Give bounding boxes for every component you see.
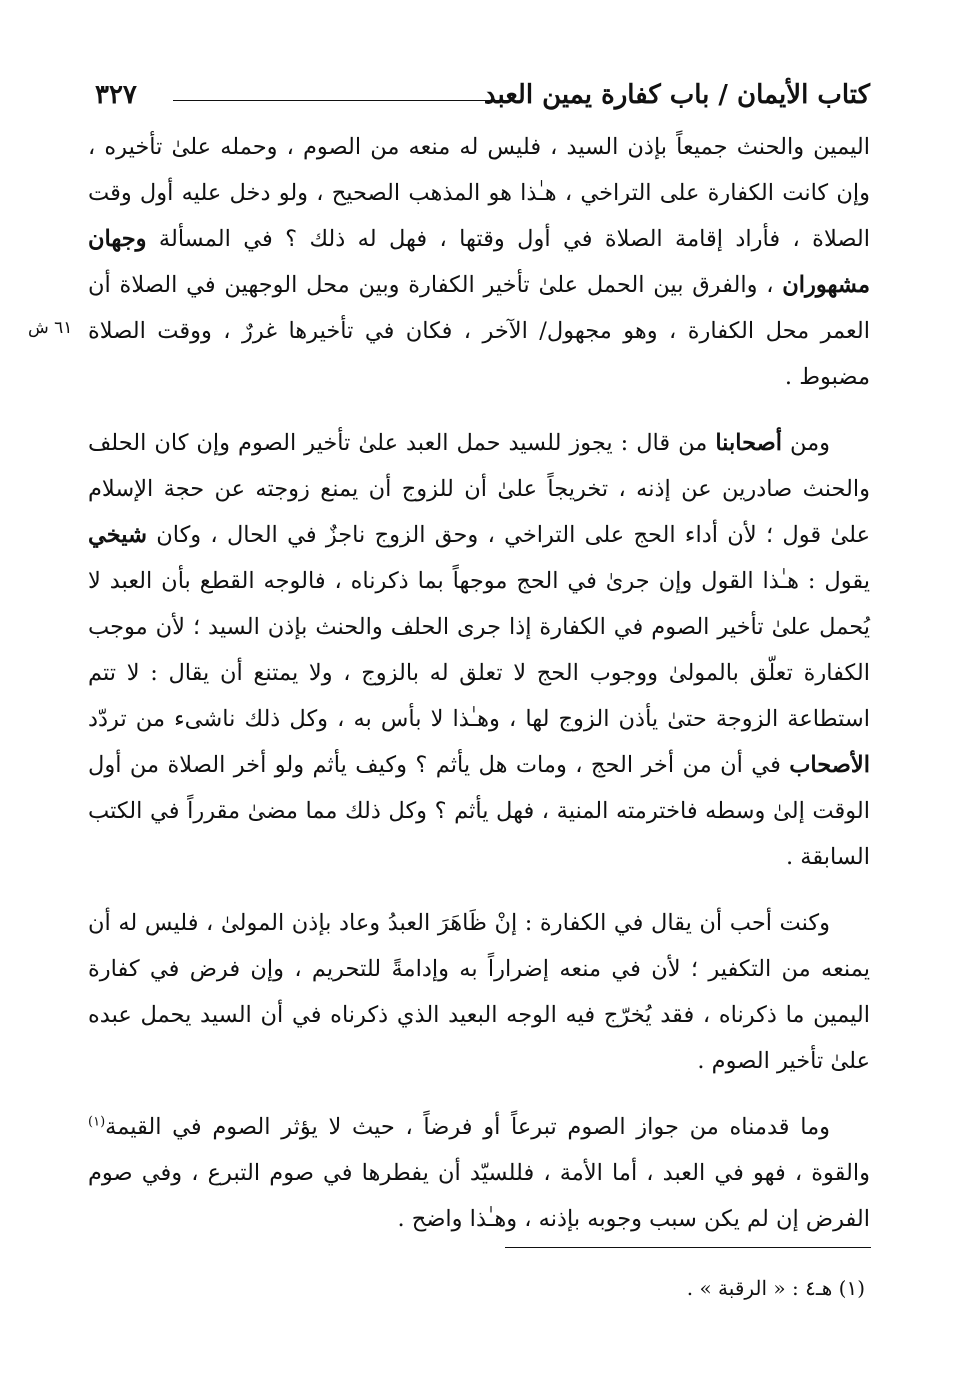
text-run: في أن من أخر الحج ، ومات هل يأثم ؟ وكيف يأثم ولو أخر الصلاة من أول الوقت إلىٰ وسطه فاخترمته المنية ، فهل يأثم ؟ وكل ذلك مما مضىٰ مقرراً في الكتب السابقة . xyxy=(88,752,870,870)
paragraph xyxy=(88,420,870,880)
paragraph xyxy=(88,124,870,400)
page-header xyxy=(95,80,870,124)
text-run: اليمين والحنث جميعاً بإذن السيد ، فليس له منعه من الصوم ، وحمله علىٰ تأخيره ، وإن كانت الكفارة على التراخي ، هـٰذا هو المذهب الصحيح ، ولو دخل عليه أول وقت الصلاة ، فأراد إقامة الصلاة في أول وقتها ، فهل له ذلك ؟ في المسألة xyxy=(88,134,870,252)
text-run: وما قدمناه من جواز الصوم تبرعاً أو فرضاً ، حيث لا يؤثر الصوم في القيمة xyxy=(105,1114,830,1140)
bold-term: شيخي xyxy=(88,522,147,548)
text-run: وكنت أحب أن يقال في الكفارة : إنْ ظَاهَرَ العبدُ وعاد بإذن المولىٰ ، فليس له أن يمنعه من التكفير ؛ لأن في منعه إضراراً به وإدامةً للتحريم ، وإن فرض في كفارة اليمين ما ذكرناه ، فقد يُخرّج فيه الوجه البعيد الذي ذكرناه في أن السيد يحمل عبده علىٰ تأخير الصوم . xyxy=(88,910,870,1074)
text-run: ومن xyxy=(781,430,830,456)
text-run: والقوة ، فهو في العبد ، أما الأمة ، فللسيّد أن يفطرها في صوم التبرع ، وفي صوم الفرض إن لم يكن سبب وجوبه بإذنه ، وهـٰذا واضح . xyxy=(88,1160,870,1232)
margin-note: ٦١ ش xyxy=(28,318,73,338)
bold-term: الأصحاب xyxy=(789,752,870,778)
footnote: (١) هـ٤ : « الرقبة » . xyxy=(686,1276,865,1300)
running-title: كتاب الأيمان / باب كفارة يمين العبد xyxy=(483,80,870,110)
footnote-marker: (١) xyxy=(88,1114,106,1130)
text-run: يقول : هـٰذا القول وإن جرىٰ في الحج موجهاً بما ذكرناه ، فالوجه القطع بأن العبد لا يُحمل علىٰ تأخير الصوم في الكفارة إذا جرى الحلف والحنث بإذن السيد ؛ لأن موجب الكفارة تعلّق بالمولىٰ ووجوب الحج لا تعلق له بالزوج ، ولا يمتنع أن يقال : لا تتم استطاعة الزوجة حتىٰ يأذن الزوج لها ، وهـٰذا لا بأس به ، وكل ذلك ناشىء من تردّد xyxy=(88,568,870,732)
footnote-rule xyxy=(505,1247,871,1248)
text-run: ، والفرق بين الحمل علىٰ تأخير الكفارة وبين محل الوجهين في الصلاة أن العمر محل الكفارة ، وهو مجهول/ الآخر ، فكان في تأخيرها غررٌ ، ووقت الصلاة مضبوط . xyxy=(88,272,870,390)
bold-term: أصحابنا xyxy=(715,430,782,456)
header-rule xyxy=(173,100,515,101)
body-text xyxy=(88,124,870,1242)
paragraph xyxy=(88,1104,870,1242)
page-number: ٣٢٧ xyxy=(95,80,137,110)
bold-term: وجهان مشهوران xyxy=(88,226,870,298)
paragraph xyxy=(88,900,870,1084)
text-run: من قال : يجوز للسيد حمل العبد علىٰ تأخير الصوم وإن كان الحلف والحنث صادرين عن إذنه ، تخريجاً علىٰ أن للزوج أن يمنع زوجته عن حجة الإسلام علىٰ قول ؛ لأن أداء الحج على التراخي ، وحق الزوج ناجزٌ في الحال ، وكان xyxy=(88,430,870,548)
